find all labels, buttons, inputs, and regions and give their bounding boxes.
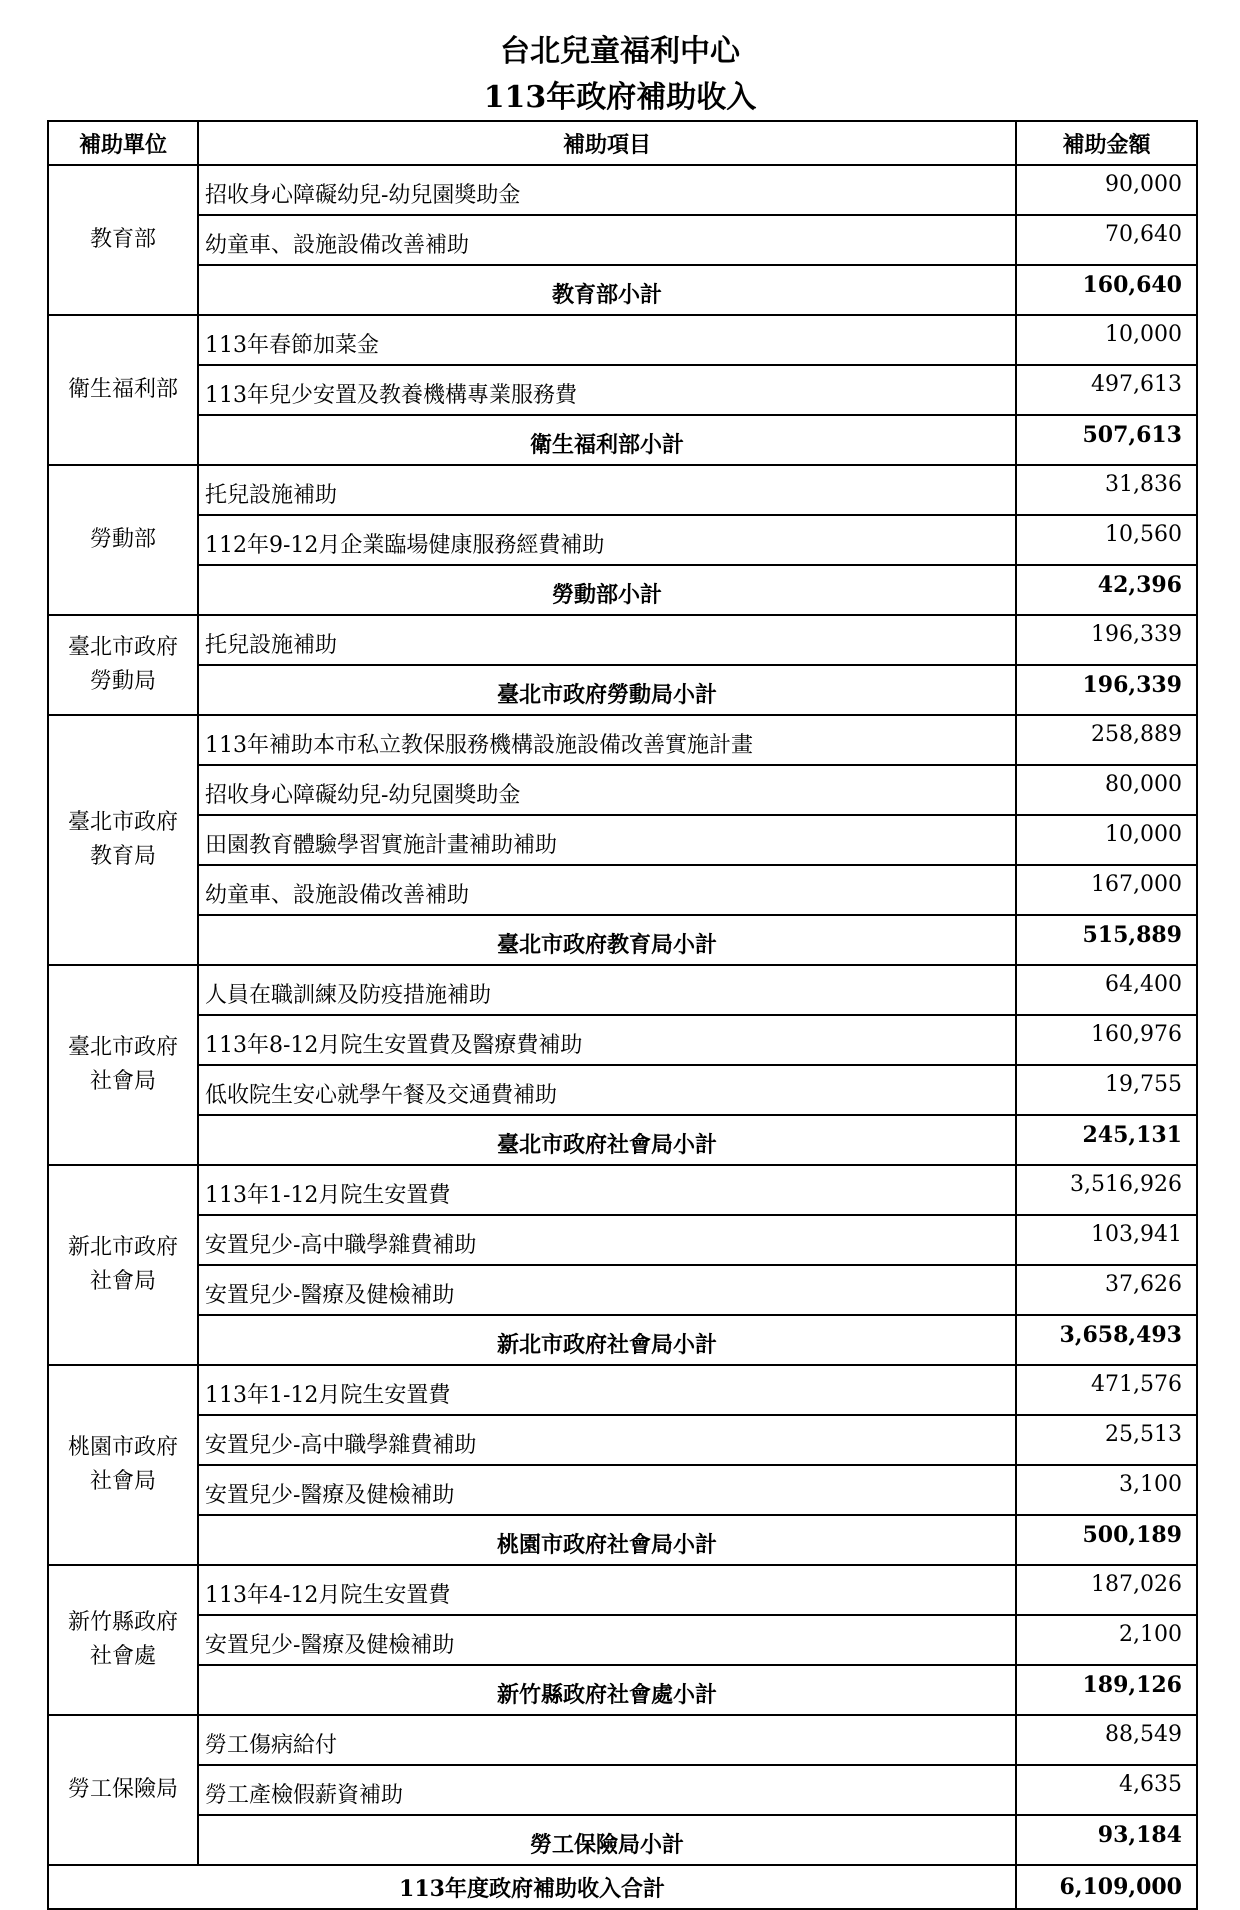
header-item: 補助項目 <box>198 121 1016 165</box>
item-name: 113年春節加菜金 <box>198 315 1016 365</box>
item-name: 幼童車、設施設備改善補助 <box>198 865 1016 915</box>
table-row <box>48 815 1197 865</box>
table-row <box>48 165 1197 215</box>
subsidy-table <box>47 120 1198 1910</box>
item-name: 113年4-12月院生安置費 <box>198 1565 1016 1615</box>
unit-name-line: 臺北市政府 <box>67 810 178 835</box>
unit-name-line: 教育局 <box>89 844 156 869</box>
item-amount: 3,100 <box>1016 1465 1197 1515</box>
item-name: 112年9-12月企業臨場健康服務經費補助 <box>198 515 1016 565</box>
item-amount: 167,000 <box>1016 865 1197 915</box>
table-row <box>48 315 1197 365</box>
subtotal-amount: 515,889 <box>1016 915 1197 965</box>
header-unit: 補助單位 <box>48 121 198 165</box>
unit-name-line: 教育部 <box>89 227 156 252</box>
subtotal-row <box>48 265 1197 315</box>
subtotal-label: 臺北市政府教育局小計 <box>198 915 1016 965</box>
unit-name-line: 社會局 <box>89 1469 156 1494</box>
table-row <box>48 1615 1197 1665</box>
table-row <box>48 765 1197 815</box>
item-name: 安置兒少-醫療及健檢補助 <box>198 1265 1016 1315</box>
subtotal-amount: 42,396 <box>1016 565 1197 615</box>
item-amount: 160,976 <box>1016 1015 1197 1065</box>
item-amount: 19,755 <box>1016 1065 1197 1115</box>
table-row <box>48 1715 1197 1765</box>
table-row <box>48 1465 1197 1515</box>
unit-cell <box>48 1565 198 1715</box>
subtotal-amount: 160,640 <box>1016 265 1197 315</box>
unit-name-line: 社會處 <box>89 1644 156 1669</box>
table-row <box>48 515 1197 565</box>
unit-name-line: 勞動局 <box>89 669 156 694</box>
unit-name-line: 臺北市政府 <box>67 635 178 660</box>
subtotal-amount: 500,189 <box>1016 1515 1197 1565</box>
unit-name-line: 臺北市政府 <box>67 1035 178 1060</box>
subtotal-row <box>48 1115 1197 1165</box>
item-name: 113年補助本市私立教保服務機構設施設備改善實施計畫 <box>198 715 1016 765</box>
subtotal-row <box>48 1515 1197 1565</box>
item-amount: 10,560 <box>1016 515 1197 565</box>
unit-cell <box>48 1715 198 1865</box>
item-amount: 70,640 <box>1016 215 1197 265</box>
item-amount: 497,613 <box>1016 365 1197 415</box>
unit-name-line: 社會局 <box>89 1069 156 1094</box>
unit-cell <box>48 1165 198 1365</box>
unit-cell <box>48 1365 198 1565</box>
item-name: 人員在職訓練及防疫措施補助 <box>198 965 1016 1015</box>
table-header-row <box>48 121 1197 165</box>
subtotal-amount: 196,339 <box>1016 665 1197 715</box>
table-row <box>48 1165 1197 1215</box>
table-row <box>48 1015 1197 1065</box>
table-row <box>48 1215 1197 1265</box>
subtotal-label: 臺北市政府社會局小計 <box>198 1115 1016 1165</box>
item-name: 113年1-12月院生安置費 <box>198 1365 1016 1415</box>
item-amount: 4,635 <box>1016 1765 1197 1815</box>
unit-name-line: 新北市政府 <box>67 1235 178 1260</box>
subtotal-amount: 3,658,493 <box>1016 1315 1197 1365</box>
item-name: 安置兒少-醫療及健檢補助 <box>198 1615 1016 1665</box>
table-row <box>48 965 1197 1015</box>
subtotal-amount: 507,613 <box>1016 415 1197 465</box>
subtotal-label: 臺北市政府勞動局小計 <box>198 665 1016 715</box>
item-amount: 187,026 <box>1016 1565 1197 1615</box>
item-amount: 10,000 <box>1016 815 1197 865</box>
item-amount: 88,549 <box>1016 1715 1197 1765</box>
subtotal-row <box>48 1665 1197 1715</box>
unit-name-line: 社會局 <box>89 1269 156 1294</box>
item-name: 托兒設施補助 <box>198 615 1016 665</box>
subtotal-label: 勞工保險局小計 <box>198 1815 1016 1865</box>
item-amount: 10,000 <box>1016 315 1197 365</box>
unit-name-line: 新竹縣政府 <box>67 1610 178 1635</box>
item-name: 田園教育體驗學習實施計畫補助補助 <box>198 815 1016 865</box>
item-amount: 25,513 <box>1016 1415 1197 1465</box>
header-amount: 補助金額 <box>1016 121 1197 165</box>
item-amount: 471,576 <box>1016 1365 1197 1415</box>
item-name: 勞工產檢假薪資補助 <box>198 1765 1016 1815</box>
table-row <box>48 215 1197 265</box>
table-row <box>48 1265 1197 1315</box>
subtotal-row <box>48 665 1197 715</box>
subtotal-row <box>48 415 1197 465</box>
table-row <box>48 1365 1197 1415</box>
table-row <box>48 615 1197 665</box>
document-subtitle: 113年政府補助收入 <box>483 80 757 115</box>
unit-cell <box>48 715 198 965</box>
item-name: 低收院生安心就學午餐及交通費補助 <box>198 1065 1016 1115</box>
subtotal-label: 衛生福利部小計 <box>198 415 1016 465</box>
item-name: 113年兒少安置及教養機構專業服務費 <box>198 365 1016 415</box>
subtotal-amount: 245,131 <box>1016 1115 1197 1165</box>
item-amount: 90,000 <box>1016 165 1197 215</box>
unit-cell <box>48 315 198 465</box>
item-name: 113年1-12月院生安置費 <box>198 1165 1016 1215</box>
table-row <box>48 1415 1197 1465</box>
item-amount: 64,400 <box>1016 965 1197 1015</box>
subtotal-row <box>48 915 1197 965</box>
item-name: 招收身心障礙幼兒-幼兒園獎助金 <box>198 165 1016 215</box>
total-amount: 6,109,000 <box>1016 1865 1197 1909</box>
table-row <box>48 365 1197 415</box>
subtotal-label: 教育部小計 <box>198 265 1016 315</box>
subtotal-row <box>48 1315 1197 1365</box>
table-row <box>48 1765 1197 1815</box>
subtotal-amount: 93,184 <box>1016 1815 1197 1865</box>
table-row <box>48 465 1197 515</box>
item-amount: 31,836 <box>1016 465 1197 515</box>
unit-name-line: 勞工保險局 <box>67 1777 178 1802</box>
item-name: 安置兒少-高中職學雜費補助 <box>198 1415 1016 1465</box>
item-amount: 103,941 <box>1016 1215 1197 1265</box>
unit-cell <box>48 965 198 1165</box>
table-row <box>48 1065 1197 1115</box>
subtotal-row <box>48 565 1197 615</box>
table-row <box>48 1565 1197 1615</box>
item-name: 113年8-12月院生安置費及醫療費補助 <box>198 1015 1016 1065</box>
subtotal-label: 勞動部小計 <box>198 565 1016 615</box>
table-row <box>48 865 1197 915</box>
item-amount: 37,626 <box>1016 1265 1197 1315</box>
item-name: 安置兒少-高中職學雜費補助 <box>198 1215 1016 1265</box>
table-row <box>48 715 1197 765</box>
item-name: 托兒設施補助 <box>198 465 1016 515</box>
unit-name-line: 勞動部 <box>89 527 156 552</box>
subtotal-row <box>48 1815 1197 1865</box>
unit-cell <box>48 615 198 715</box>
item-amount: 196,339 <box>1016 615 1197 665</box>
item-amount: 3,516,926 <box>1016 1165 1197 1215</box>
subtotal-label: 新竹縣政府社會處小計 <box>198 1665 1016 1715</box>
item-amount: 80,000 <box>1016 765 1197 815</box>
item-amount: 258,889 <box>1016 715 1197 765</box>
unit-cell <box>48 465 198 615</box>
document-title: 台北兒童福利中心 <box>500 34 740 69</box>
subtotal-label: 新北市政府社會局小計 <box>198 1315 1016 1365</box>
item-name: 勞工傷病給付 <box>198 1715 1016 1765</box>
unit-name-line: 桃園市政府 <box>67 1435 178 1460</box>
item-amount: 2,100 <box>1016 1615 1197 1665</box>
total-row <box>48 1865 1197 1909</box>
unit-cell <box>48 165 198 315</box>
unit-name-line: 衛生福利部 <box>67 377 178 402</box>
subtotal-amount: 189,126 <box>1016 1665 1197 1715</box>
total-label: 113年度政府補助收入合計 <box>48 1865 1016 1909</box>
subtotal-label: 桃園市政府社會局小計 <box>198 1515 1016 1565</box>
item-name: 幼童車、設施設備改善補助 <box>198 215 1016 265</box>
item-name: 招收身心障礙幼兒-幼兒園獎助金 <box>198 765 1016 815</box>
table-body <box>48 165 1197 1909</box>
item-name: 安置兒少-醫療及健檢補助 <box>198 1465 1016 1515</box>
